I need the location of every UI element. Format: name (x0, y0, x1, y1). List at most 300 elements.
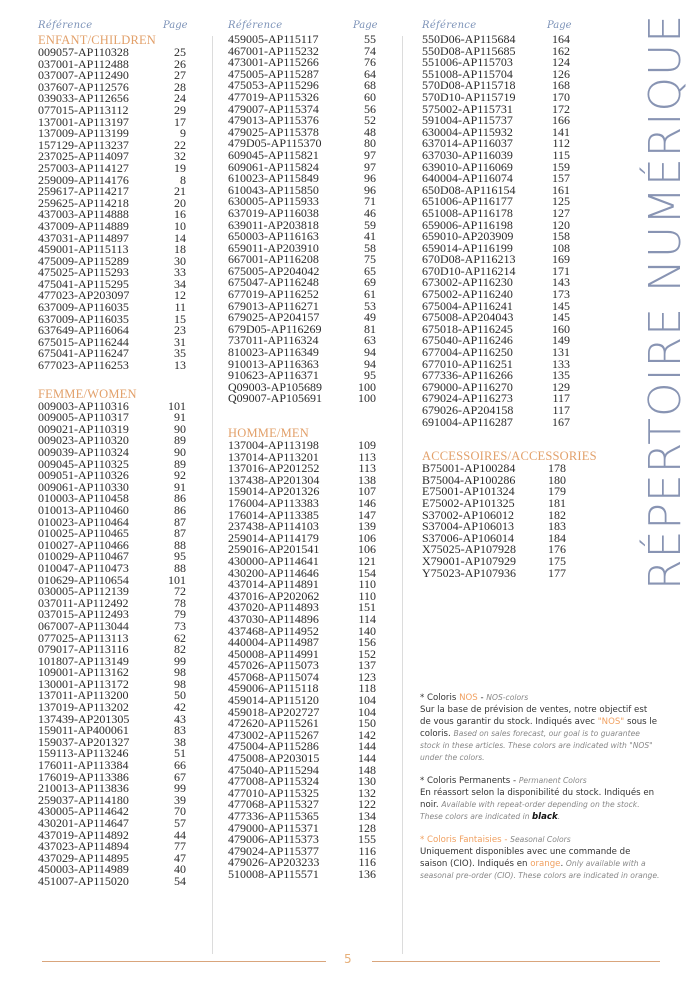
reference-code: 675040-AP116246 (422, 333, 513, 348)
page-ref: 106 (358, 530, 376, 545)
seasonal-en-text: Only available with a seasonal pre-order (CIO). These colors are indicated in (420, 859, 646, 880)
nos-label: NOS (459, 693, 478, 703)
reference-code: 477010-AP115325 (228, 785, 319, 800)
reference-code: 237438-AP114103 (228, 519, 319, 534)
page-ref: 50 (174, 688, 186, 703)
page-ref: 62 (174, 630, 186, 645)
reference-code: 570D10-AP115719 (422, 89, 516, 104)
page-ref: 159 (552, 159, 570, 174)
page-ref: 88 (174, 537, 186, 552)
reference-code: 259625-AP114218 (38, 195, 129, 210)
page-ref: 52 (364, 113, 376, 128)
reference-code: 675004-AP116241 (422, 298, 513, 313)
page-ref: 145 (552, 310, 570, 325)
reference-code: Q09003-AP105689 (228, 379, 323, 394)
page-ref: 97 (364, 159, 376, 174)
page-ref: 72 (174, 584, 186, 599)
page-ref: 15 (174, 311, 186, 326)
page-ref: 112 (552, 136, 570, 151)
color-legend-notes (420, 692, 660, 893)
page-ref: 120 (552, 217, 570, 232)
reference-code: 675047-AP116248 (228, 275, 319, 290)
page-ref: 58 (364, 240, 376, 255)
page-ref: 142 (358, 727, 376, 742)
reference-code: 159113-AP113246 (38, 746, 129, 761)
page-ref: 10 (174, 218, 186, 233)
permanent-en-title: Permanent Colors (518, 776, 587, 785)
reference-code: 677004-AP116250 (422, 345, 513, 360)
page-ref: 35 (174, 346, 186, 361)
page-ref: 149 (552, 333, 570, 348)
page-ref: 16 (174, 207, 186, 222)
page-ref: 144 (358, 739, 376, 754)
page-ref: 38 (174, 734, 186, 749)
page-ref: 73 (174, 618, 186, 633)
men-list-a (228, 440, 388, 881)
page-ref: 147 (358, 507, 376, 522)
reference-code: 009061-AP110330 (38, 479, 129, 494)
nos-fr-mark: "NOS" (597, 717, 625, 727)
page-ref: 96 (364, 182, 376, 197)
accessories-list (422, 463, 602, 579)
note-sep: - (501, 835, 511, 845)
page-ref: 29 (174, 102, 186, 117)
seasonal-en-title: Seasonal Colors (510, 835, 571, 844)
page-ref: 136 (358, 866, 376, 881)
page-ref: 110 (358, 588, 376, 603)
note-sep: - (477, 693, 487, 703)
page-ref: 145 (552, 298, 570, 313)
reference-code: 691004-AP116287 (422, 414, 513, 429)
reference-code: 450008-AP114991 (228, 646, 319, 661)
page-ref: 61 (364, 287, 376, 302)
reference-code: 609045-AP115821 (228, 147, 319, 162)
reference-code: 437029-AP114895 (38, 850, 129, 865)
page-ref: 90 (174, 445, 186, 459)
side-title: RÉPERTOIRE NUMÉRIQUE (640, 14, 691, 590)
page-ref: 98 (174, 665, 186, 680)
column-3 (422, 20, 602, 579)
reference-code: 675041-AP116247 (38, 346, 129, 361)
permanent-en-mark: black (532, 812, 558, 822)
page-ref: 59 (364, 217, 376, 232)
page-ref: 126 (552, 66, 570, 81)
reference-code: 430005-AP114642 (38, 804, 129, 819)
section-title-accessories: ACCESSOIRES/ACCESSORIES (422, 449, 597, 464)
reference-code: 259014-AP114179 (228, 530, 319, 545)
page-ref: 21 (174, 184, 186, 199)
page-ref: 175 (548, 553, 566, 568)
reference-code: 551006-AP115703 (422, 55, 513, 70)
page-ref: 57 (174, 816, 186, 830)
page-ref: 80 (364, 136, 376, 151)
reference-code: 475005-AP115287 (228, 66, 319, 81)
reference-code: 637009-AP116035 (38, 300, 129, 315)
page-ref: 86 (174, 502, 186, 517)
page-ref: 109 (358, 438, 376, 452)
column-divider (402, 36, 403, 954)
reference-code: 137019-AP113202 (38, 700, 129, 715)
reference-code: 637014-AP116037 (422, 136, 513, 151)
reference-code: 010047-AP110473 (38, 560, 129, 575)
reference-code: 259009-AP114176 (38, 172, 129, 187)
reference-code: 010023-AP110464 (38, 514, 129, 529)
column-divider (212, 36, 213, 954)
reference-code: 673002-AP116230 (422, 275, 513, 290)
reference-code: 430000-AP114641 (228, 553, 319, 568)
reference-code: 651008-AP116178 (422, 205, 513, 220)
reference-code: 609061-AP115824 (228, 159, 319, 174)
page-header: Page (547, 20, 572, 31)
reference-code: 037015-AP112493 (38, 607, 129, 622)
page-ref: 101 (168, 572, 186, 587)
page-ref: 13 (174, 358, 186, 373)
reference-code: 670D08-AP116213 (422, 252, 516, 267)
reference-code: 259016-AP201541 (228, 542, 320, 557)
reference-code: 675008-AP204043 (422, 310, 514, 325)
reference-code: 659010-AP203909 (422, 229, 514, 244)
reference-code: 477336-AP115365 (228, 809, 319, 823)
page-ref: 128 (358, 820, 376, 835)
footer-rule-right (372, 961, 660, 962)
reference-code: 477068-AP115327 (228, 797, 319, 812)
page-ref: 88 (174, 560, 186, 575)
page-ref: 31 (174, 334, 186, 349)
page-ref: 40 (174, 862, 186, 877)
page-ref: 110 (358, 577, 376, 592)
reference-code: 237025-AP114097 (38, 149, 129, 164)
reference-code: 473002-AP115267 (228, 727, 319, 742)
nos-en-text: Based on sales forecast, our goal is to guarantee stock in these articles. These colors are indicated with (420, 729, 640, 750)
reference-code: 479013-AP115376 (228, 113, 319, 128)
women-list-a (38, 398, 198, 888)
page-ref: 26 (174, 56, 186, 71)
page-ref: 104 (358, 693, 376, 708)
page-ref: 101 (168, 398, 186, 413)
reference-code: 659011-AP203910 (228, 240, 319, 255)
reference-code: 176014-AP113385 (228, 507, 319, 522)
reference-code: 010029-AP110467 (38, 549, 129, 564)
page-ref: 39 (174, 792, 186, 807)
reference-code: Y75023-AP107936 (422, 565, 517, 580)
reference-code: 077015-AP113112 (38, 102, 129, 117)
page-ref: 146 (358, 495, 376, 510)
reference-code: 679013-AP116271 (228, 298, 319, 313)
reference-code: 651006-AP116177 (422, 194, 513, 209)
reference-code: 176019-AP113386 (38, 769, 129, 784)
reference-code: 259037-AP114180 (38, 792, 129, 807)
page-ref: 86 (174, 491, 186, 506)
page-ref: 130 (358, 774, 376, 789)
reference-code: 679026-AP204158 (422, 403, 514, 417)
reference-code: 679000-AP116270 (422, 379, 513, 394)
page-ref: 25 (174, 45, 186, 59)
note-seasonal (420, 834, 660, 882)
page-ref: 181 (548, 495, 566, 510)
reference-code: 637009-AP116035 (38, 311, 129, 326)
page-ref: 173 (552, 287, 570, 302)
reference-code: 679024-AP116273 (422, 391, 513, 406)
page-ref: 121 (358, 553, 376, 568)
list-item (228, 393, 388, 405)
page-ref: 104 (358, 704, 376, 719)
list-item (422, 414, 602, 429)
reference-code: 670D10-AP116214 (422, 263, 516, 278)
reference-code: 451007-AP115020 (38, 873, 129, 888)
page-ref: 99 (174, 653, 186, 668)
reference-code: 101807-AP113149 (38, 653, 129, 668)
reference-code: 479026-AP203233 (228, 855, 320, 870)
reference-code: 030005-AP112139 (38, 584, 129, 599)
page-ref: 123 (358, 669, 376, 684)
page-ref: 116 (358, 843, 376, 858)
reference-code: 477023-AP203097 (38, 288, 130, 303)
reference-code: 637030-AP116039 (422, 147, 513, 162)
reference-code: 210013-AP113836 (38, 781, 129, 796)
page-ref: 114 (358, 611, 376, 626)
page-ref: 156 (358, 635, 376, 650)
reference-code: S37002-AP106012 (422, 507, 515, 522)
reference-code: 450003-AP114989 (38, 862, 129, 877)
seasonal-title: Coloris Fantaisies (427, 835, 502, 845)
reference-code: 137011-AP113200 (38, 688, 129, 703)
page-ref: 138 (358, 472, 376, 487)
reference-code: 659014-AP116199 (422, 240, 513, 255)
page-ref: 177 (548, 565, 566, 580)
reference-code: 679025-AP204157 (228, 310, 320, 325)
reference-code: 630005-AP115933 (228, 194, 319, 209)
reference-code: 037011-AP112492 (38, 595, 129, 610)
reference-code: 010003-AP110458 (38, 491, 129, 506)
reference-code: 137009-AP113199 (38, 126, 129, 141)
page-ref: 23 (174, 323, 186, 338)
reference-code: 659006-AP116198 (422, 217, 513, 232)
reference-code: 472620-AP115261 (228, 716, 319, 731)
page-ref: 180 (548, 472, 566, 487)
reference-code: 570D08-AP115718 (422, 78, 516, 93)
page-ref: 89 (174, 433, 186, 448)
page-ref: 125 (552, 194, 570, 209)
page-ref: 168 (552, 78, 570, 93)
reference-code: 910013-AP116363 (228, 356, 319, 371)
page-ref: 100 (358, 391, 376, 406)
reference-code: B75001-AP100284 (422, 461, 516, 476)
column-header (38, 20, 198, 34)
page-ref: 135 (552, 368, 570, 383)
page-ref: 95 (364, 368, 376, 383)
reference-code: 157129-AP113237 (38, 137, 129, 152)
reference-code: 677023-AP116253 (38, 358, 129, 373)
page-ref: 56 (364, 101, 376, 116)
reference-code: 437030-AP114896 (228, 611, 319, 626)
page-ref: 178 (548, 461, 566, 476)
page-ref: 157 (552, 171, 570, 186)
reference-code: 475004-AP115286 (228, 739, 319, 754)
column-1 (38, 20, 198, 888)
page-ref: 19 (174, 160, 186, 175)
page-ref: 95 (174, 549, 186, 564)
reference-code: Q09007-AP105691 (228, 391, 323, 406)
page-ref: 131 (552, 345, 570, 360)
page-ref: 76 (364, 55, 376, 70)
reference-code: 437003-AP114888 (38, 207, 129, 222)
reference-code: 079017-AP113116 (38, 642, 129, 657)
page-ref: 98 (174, 676, 186, 691)
reference-code: 159014-AP201326 (228, 484, 320, 499)
page-ref: 74 (364, 43, 376, 58)
page-ref: 182 (548, 507, 566, 522)
reference-code: 039033-AP112656 (38, 91, 129, 106)
page-ref: 150 (358, 716, 376, 731)
seasonal-fr-text: Uniquement disponibles avec une commande de saison (CIO). Indiqués en (420, 847, 631, 869)
page-ref: 148 (358, 762, 376, 777)
reference-code: 159037-AP201327 (38, 734, 130, 749)
reference-code: 437031-AP114897 (38, 230, 129, 245)
note-permanent (420, 775, 660, 823)
list-item (228, 866, 388, 881)
page-ref: 129 (552, 379, 570, 394)
reference-code: 009051-AP110326 (38, 468, 129, 483)
men-list-b (422, 34, 602, 428)
page-ref: 176 (548, 542, 566, 557)
reference-code: 477008-AP115324 (228, 774, 319, 789)
reference-code: 037607-AP112576 (38, 79, 129, 94)
page-ref: 155 (358, 832, 376, 847)
page-ref: 68 (364, 78, 376, 93)
reference-code: 550D06-AP115684 (422, 32, 516, 46)
page-ref: 133 (552, 356, 570, 371)
reference-code: 109001-AP113162 (38, 665, 129, 680)
reference-code: E75001-AP101324 (422, 484, 515, 499)
page-ref: 11 (174, 300, 186, 315)
reference-code: 176004-AP113383 (228, 495, 319, 510)
page-ref: 172 (552, 101, 570, 116)
page-ref: 116 (358, 855, 376, 870)
reference-code: 640004-AP116074 (422, 171, 513, 186)
page-ref: 66 (174, 758, 186, 773)
reference-code: 677336-AP116266 (422, 368, 513, 383)
page-ref: 158 (552, 229, 570, 244)
page-ref: 94 (364, 356, 376, 371)
page-ref: 89 (174, 456, 186, 471)
page-ref: 78 (174, 595, 186, 610)
page-ref: 134 (358, 809, 376, 823)
permanent-en-text: Available with repeat-order depending on the stock. These colors are indicated in (420, 800, 640, 821)
reference-code: 667001-AP116208 (228, 252, 319, 267)
page-ref: 46 (364, 205, 376, 220)
reference-code: 009005-AP110317 (38, 410, 129, 425)
page-ref: 107 (358, 484, 376, 499)
reference-code: 479025-AP115378 (228, 124, 319, 139)
page-ref: 75 (364, 252, 376, 267)
page-ref: 184 (548, 530, 566, 545)
reference-code: 475041-AP115295 (38, 276, 129, 291)
page-ref: 54 (174, 873, 186, 888)
reference-code: 037007-AP112490 (38, 68, 129, 83)
reference-code: 037001-AP112488 (38, 56, 129, 71)
list-item (422, 565, 602, 580)
page-ref: 87 (174, 514, 186, 529)
page-ref: 34 (174, 276, 186, 291)
reference-code: 677010-AP116251 (422, 356, 513, 371)
page-ref: 152 (358, 646, 376, 661)
reference-code: 010025-AP110465 (38, 526, 129, 541)
page-ref: 18 (174, 242, 186, 257)
reference-code: 010027-AP110466 (38, 537, 129, 552)
permanent-en-text-end: . (557, 812, 561, 821)
page-ref: 14 (174, 230, 186, 245)
reference-code: B75004-AP100286 (422, 472, 516, 487)
reference-code: 459005-AP115117 (228, 32, 319, 46)
reference-code: 130001-AP113172 (38, 676, 129, 691)
section-title-children: ENFANT/CHILDREN (38, 33, 157, 47)
reference-code: 637019-AP116038 (228, 205, 319, 220)
reference-code: 459014-AP115120 (228, 693, 319, 708)
section-title-women: FEMME/WOMEN (38, 386, 137, 401)
reference-code: 137016-AP201252 (228, 461, 320, 476)
page-ref: 20 (174, 195, 186, 210)
reference-code: 437016-AP202062 (228, 588, 320, 603)
page-ref: 79 (174, 607, 186, 622)
reference-code: 259617-AP114217 (38, 184, 129, 199)
reference-code: 639010-AP116069 (422, 159, 513, 174)
page-ref: 124 (552, 55, 570, 70)
reference-code: 440004-AP114987 (228, 635, 319, 650)
reference-code: 009045-AP110325 (38, 456, 129, 471)
seasonal-en-mark: orange (630, 871, 658, 880)
page-ref: 151 (358, 600, 376, 615)
page-ref: 67 (174, 769, 186, 784)
page-ref: 118 (358, 681, 376, 696)
seasonal-en-text-end: . (657, 871, 660, 880)
page-ref: 28 (174, 79, 186, 94)
page-ref: 60 (364, 89, 376, 104)
reference-code: 630004-AP115932 (422, 124, 513, 139)
page-ref: 164 (552, 32, 570, 46)
page-ref: 143 (552, 275, 570, 290)
page-ref: 63 (364, 333, 376, 348)
reference-code: 650D08-AP116154 (422, 182, 516, 197)
page-ref: 71 (364, 194, 376, 209)
reference-code: 610023-AP115849 (228, 171, 319, 186)
nos-fr-text: Sur la base de prévision de ventes, notre objectif est de vous garantir du stock. Indiqués avec (420, 705, 648, 727)
nos-en-mark: "NOS" (629, 741, 653, 750)
page-ref: 99 (174, 781, 186, 796)
permanent-fr-text: En réassort selon la disponibilité du stock. Indiqués en noir. (420, 788, 655, 810)
page-ref: 55 (364, 32, 376, 46)
permanent-title: * Coloris Permanents - (420, 776, 519, 786)
reference-code: 077025-AP113113 (38, 630, 129, 645)
page-ref: 8 (180, 172, 186, 187)
reference-code: 810023-AP116349 (228, 345, 319, 360)
reference-header: Référence (38, 20, 93, 31)
reference-code: 551008-AP115704 (422, 66, 513, 81)
reference-code: X79001-AP107929 (422, 553, 517, 568)
note-star: * Coloris (420, 693, 460, 703)
page-ref: 27 (174, 68, 186, 83)
page-ref: 91 (174, 479, 186, 494)
reference-code: 137438-AP201304 (228, 472, 320, 487)
reference-code: 610043-AP115850 (228, 182, 319, 197)
reference-header: Référence (228, 20, 283, 31)
page-ref: 108 (552, 240, 570, 255)
reference-code: 459006-AP115118 (228, 681, 319, 696)
page-ref: 48 (364, 124, 376, 139)
page-ref: 82 (174, 642, 186, 657)
reference-code: 067007-AP113044 (38, 618, 129, 633)
reference-code: 009021-AP110319 (38, 421, 129, 436)
page-header: Page (353, 20, 378, 31)
